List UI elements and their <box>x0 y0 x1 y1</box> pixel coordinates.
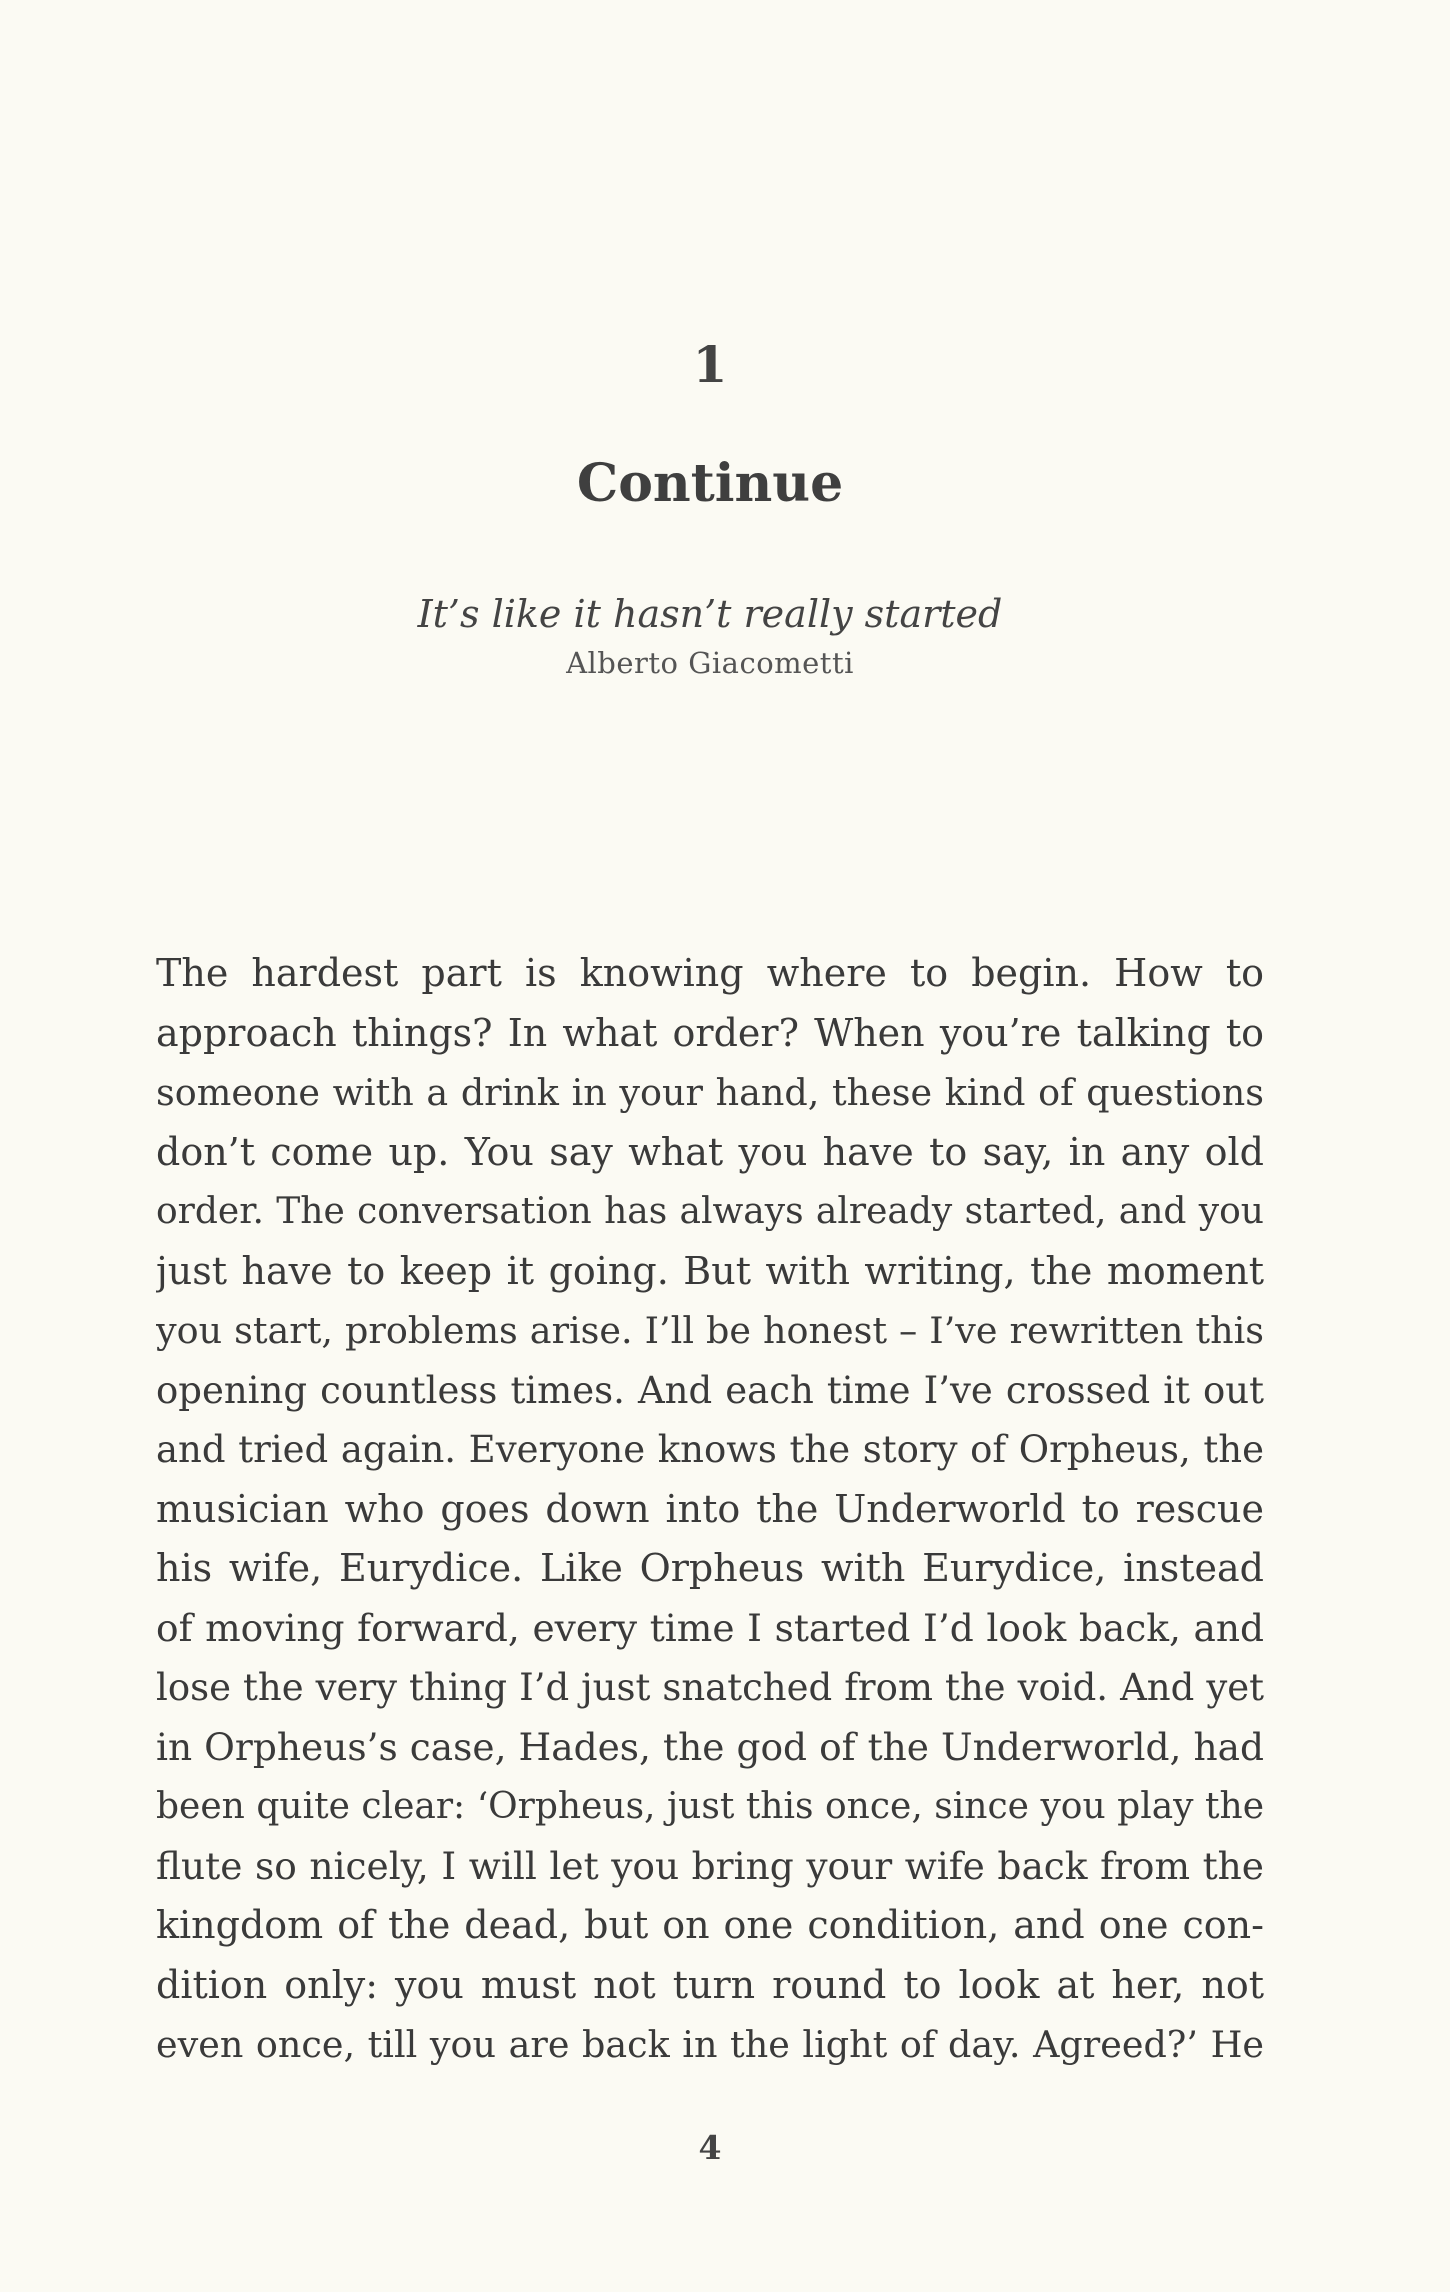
epigraph <box>0 588 1420 686</box>
text-line: flute so nicely, I will let you bring your wife back from the <box>156 1843 1264 1888</box>
epigraph-quote: It’s like it hasn’t really started <box>417 592 1003 636</box>
text-line: his wife, Eurydice. Like Orpheus with Eurydice, instead <box>156 1546 1264 1590</box>
text-line: don’t come up. You say what you have to say, in any old <box>156 1129 1264 1174</box>
text-line: musician who goes down into the Underworld to rescue <box>156 1486 1264 1531</box>
text-line: and tried again. Everyone knows the story of Orpheus, the <box>156 1428 1264 1471</box>
text-line: someone with a drink in your hand, these kind of questions <box>156 1071 1264 1114</box>
text-line: you start, problems arise. I’ll be honest – I’ve rewritten this <box>156 1309 1264 1352</box>
text-line: kingdom of the dead, but on one condition, and one con- <box>156 1903 1264 1947</box>
text-line: in Orpheus’s case, Hades, the god of the Underworld, had <box>156 1724 1264 1769</box>
text-line: been quite clear: ‘Orpheus, just this once, since you play the <box>156 1786 1264 1827</box>
text-line: The hardest part is knowing where to begin. How to <box>156 951 1264 995</box>
text-line: lose the very thing I’d just snatched from the void. And yet <box>156 1666 1264 1709</box>
text-line: even once, till you are back in the light of day. Agreed?’ He <box>156 2023 1264 2066</box>
text-line: just have to keep it going. But with writing, the moment <box>156 1248 1264 1293</box>
body-text <box>156 944 1264 2104</box>
text-line: approach things? In what order? When you’re talking to <box>156 1010 1264 1055</box>
text-line: dition only: you must not turn round to look at her, not <box>156 1962 1264 2007</box>
text-line: of moving forward, every time I started I’d look back, and <box>156 1605 1264 1650</box>
chapter-title: Continue <box>576 453 844 514</box>
epigraph-author: Alberto Giacometti <box>566 646 854 680</box>
chapter-number: 1 <box>692 335 728 394</box>
text-line: order. The conversation has always already started, and you <box>156 1191 1264 1232</box>
text-line: opening countless times. And each time I’ve crossed it out <box>156 1368 1264 1412</box>
page-number: 4 <box>698 2128 722 2167</box>
